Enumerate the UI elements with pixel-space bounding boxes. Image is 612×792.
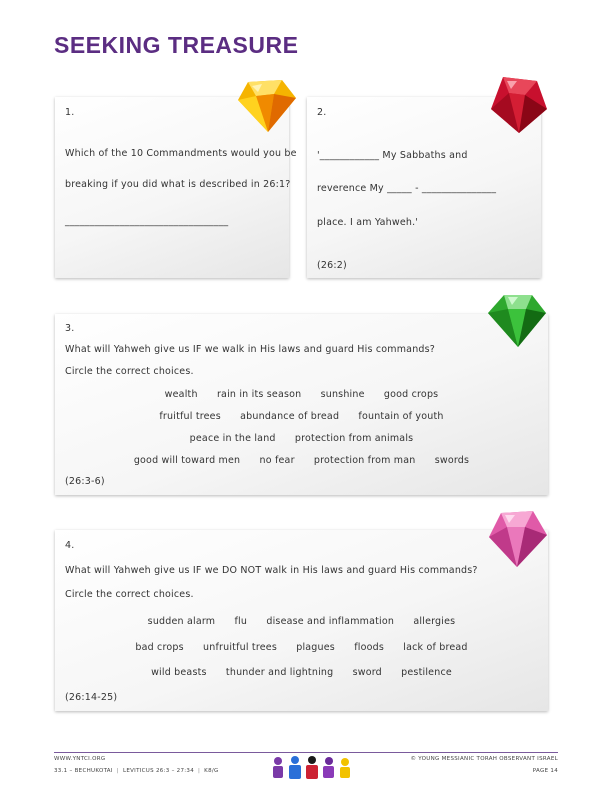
scripture-reference: (26:3-6) <box>65 476 105 487</box>
footer-lesson-info: 33.1 – BECHUKOTAI | LEVITICUS 26:3 – 27:34 | K8/G <box>54 768 219 774</box>
choices-row <box>55 411 548 422</box>
choices-row <box>55 616 548 627</box>
logo-figures-icon <box>270 755 352 781</box>
question-text-line: breaking if you did what is described in 26:1? <box>65 179 291 190</box>
logo-figure <box>340 758 350 778</box>
footer-ages: K8/G <box>204 768 219 774</box>
choice-option[interactable]: disease and inflammation <box>266 616 395 627</box>
choice-option[interactable]: unfruitful trees <box>203 642 277 653</box>
choice-option[interactable]: wild beasts <box>151 667 207 678</box>
logo-figure <box>323 757 334 778</box>
choices-row <box>55 667 548 678</box>
fill-in-line[interactable]: '____________ My Sabbaths and <box>317 150 468 161</box>
choice-option[interactable]: plagues <box>296 642 335 653</box>
choice-option[interactable]: abundance of bread <box>240 411 340 422</box>
question-text: What will Yahweh give us IF we DO NOT walk in His laws and guard His commands? <box>65 565 478 576</box>
footer-website[interactable]: WWW.YNTCI.ORG <box>54 756 106 762</box>
green-gem-icon <box>486 291 548 349</box>
scripture-reference: (26:2) <box>317 260 347 271</box>
choice-option[interactable]: lack of bread <box>403 642 468 653</box>
choice-option[interactable]: protection from animals <box>294 433 414 444</box>
instruction-text: Circle the correct choices. <box>65 589 194 600</box>
choice-option[interactable]: sword <box>352 667 382 678</box>
yellow-gem-icon <box>234 74 298 134</box>
pink-gem-icon <box>487 507 549 569</box>
footer-page-number: PAGE 14 <box>532 768 558 774</box>
choices-row <box>55 455 548 466</box>
footer-reference: LEVITICUS 26:3 – 27:34 <box>122 768 195 774</box>
question-text-line: Which of the 10 Commandments would you be <box>65 148 297 159</box>
logo-figure <box>273 757 283 778</box>
question-text-line: place. I am Yahweh.' <box>317 217 419 228</box>
question-text: What will Yahweh give us IF we walk in His laws and guard His commands? <box>65 344 436 355</box>
question-card-4 <box>55 530 548 711</box>
instruction-text: Circle the correct choices. <box>65 366 194 377</box>
logo-figure <box>306 756 318 779</box>
answer-blank[interactable]: _________________________________ <box>65 216 229 227</box>
choice-option[interactable]: flu <box>234 616 248 627</box>
footer-copyright: © YOUNG MESSIANIC TORAH OBSERVANT ISRAEL <box>410 756 558 762</box>
choice-option[interactable]: peace in the land <box>189 433 276 444</box>
footer-portion: 33.1 – BECHUKOTAI <box>54 768 113 774</box>
question-number: 2. <box>317 107 327 118</box>
choice-option[interactable]: sudden alarm <box>147 616 216 627</box>
choice-option[interactable]: protection from man <box>313 455 416 466</box>
footer-rule <box>54 752 558 753</box>
question-number: 4. <box>65 540 75 551</box>
question-card-3 <box>55 314 548 495</box>
choices-row <box>55 433 548 444</box>
scripture-reference: (26:14-25) <box>65 692 118 703</box>
choice-option[interactable]: thunder and lightning <box>225 667 334 678</box>
choices-row <box>55 389 548 400</box>
choice-option[interactable]: pestilence <box>401 667 452 678</box>
red-gem-icon <box>487 73 549 135</box>
choice-option[interactable]: good crops <box>383 389 439 400</box>
choices-row <box>55 642 548 653</box>
choice-option[interactable]: good will toward men <box>133 455 241 466</box>
choice-option[interactable]: allergies <box>413 616 456 627</box>
logo-figure <box>289 756 301 779</box>
choice-option[interactable]: sunshine <box>320 389 365 400</box>
choice-option[interactable]: floods <box>354 642 384 653</box>
choice-option[interactable]: fruitful trees <box>159 411 221 422</box>
choice-option[interactable]: swords <box>434 455 470 466</box>
choice-option[interactable]: wealth <box>164 389 198 400</box>
choice-option[interactable]: no fear <box>259 455 295 466</box>
choice-option[interactable]: bad crops <box>135 642 184 653</box>
fill-in-line[interactable]: reverence My _____ - _______________ <box>317 183 497 194</box>
choice-option[interactable]: rain in its season <box>216 389 302 400</box>
question-number: 1. <box>65 107 75 118</box>
question-number: 3. <box>65 323 75 334</box>
page-title: SEEKING TREASURE <box>54 32 299 58</box>
choice-option[interactable]: fountain of youth <box>358 411 444 422</box>
